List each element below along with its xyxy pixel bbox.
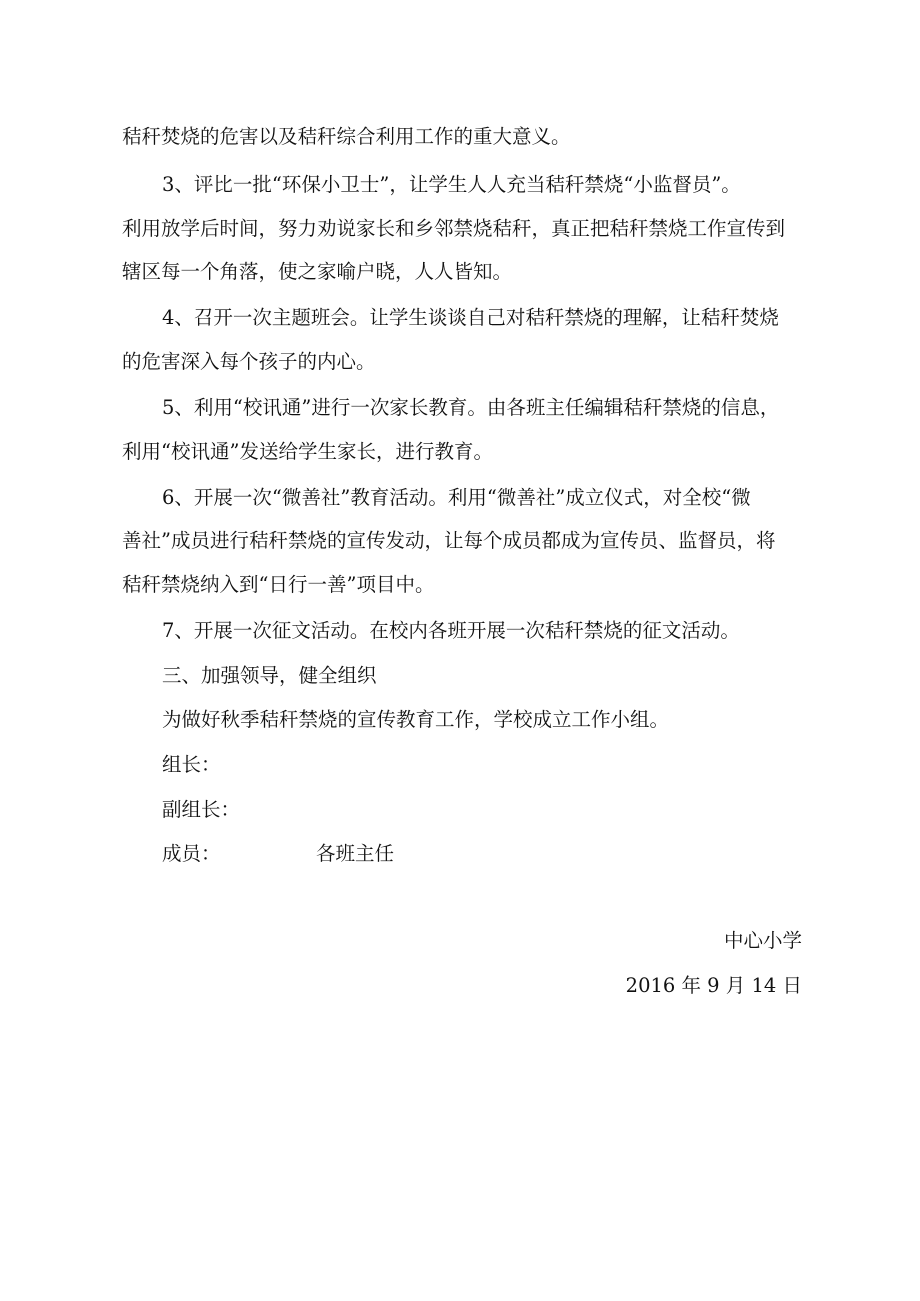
paragraph-line-10: 善社”成员进行秸秆禁烧的宣传发动，让每个成员都成为宣传员、监督员，将	[122, 529, 776, 552]
paragraph-line-1: 秸秆焚烧的危害以及秸秆综合利用工作的重大意义。	[122, 125, 571, 148]
paragraph-line-12: 7、开展一次征文活动。在校内各班开展一次秸秆禁烧的征文活动。	[162, 619, 740, 642]
leader-label: 组长：	[162, 753, 221, 776]
members-label: 成员：	[162, 842, 221, 865]
paragraph-line-5: 4、召开一次主题班会。让学生谈谈自己对秸秆禁烧的理解，让秸秆焚烧	[162, 306, 779, 329]
paragraph-line-8: 利用“校讯通”发送给学生家长，进行教育。	[122, 440, 493, 463]
signature-date: 2016 年 9 月 14 日	[625, 974, 802, 997]
paragraph-line-9: 6、开展一次“微善社”教育活动。利用“微善社”成立仪式，对全校“微	[162, 486, 751, 509]
paragraph-line-2: 3、评比一批“环保小卫士”，让学生人人充当秸秆禁烧“小监督员”。	[162, 173, 741, 196]
paragraph-line-4: 辖区每一个角落，使之家喻户晓，人人皆知。	[122, 260, 513, 283]
paragraph-line-11: 秸秆禁烧纳入到“日行一善”项目中。	[122, 573, 435, 596]
paragraph-line-6: 的危害深入每个孩子的内心。	[122, 350, 376, 373]
paragraph-line-14: 为做好秋季秸秆禁烧的宣传教育工作，学校成立工作小组。	[162, 708, 670, 731]
signature-org: 中心小学	[723, 929, 802, 952]
section-heading: 三、加强领导，健全组织	[162, 664, 377, 687]
paragraph-line-7: 5、利用“校讯通”进行一次家长教育。由各班主任编辑秸秆禁烧的信息，	[162, 396, 780, 419]
members-value: 各班主任	[316, 842, 395, 865]
deputy-leader-label: 副组长：	[162, 798, 241, 821]
paragraph-line-3: 利用放学后时间，努力劝说家长和乡邻禁烧秸秆，真正把秸秆禁烧工作宣传到	[122, 217, 786, 240]
